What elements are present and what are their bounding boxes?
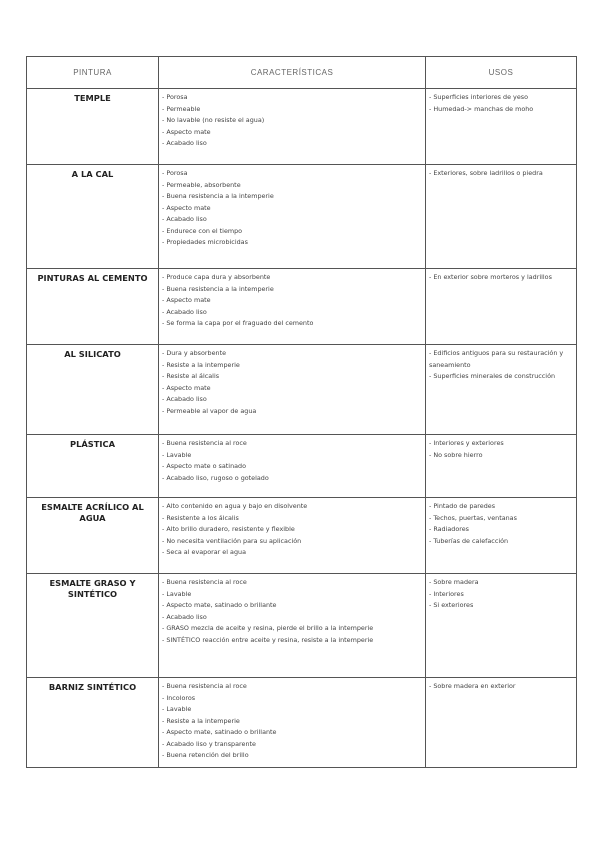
list-item: - Aspecto mate, satinado o brillante — [162, 728, 277, 736]
usos-cell — [426, 165, 577, 269]
usos-cell — [426, 345, 577, 435]
list-item: - Endurece con el tiempo — [162, 226, 243, 235]
caracteristicas-list — [162, 438, 425, 484]
list-item: - Acabado liso — [162, 395, 207, 403]
list-item: - Acabado liso — [162, 215, 207, 223]
usos-list — [429, 348, 576, 383]
table-row — [27, 165, 577, 269]
caracteristicas-list — [162, 577, 425, 646]
usos-cell — [426, 89, 577, 165]
usos-list — [429, 272, 576, 284]
list-item: - Permeable, absorbente — [162, 180, 241, 189]
list-item: - Se forma la capa por el fraguado del cemento — [162, 319, 314, 327]
list-item: - Techos, puertas, ventanas — [429, 513, 517, 522]
list-item: - Buena resistencia a la intemperie — [162, 284, 274, 293]
table-row — [27, 678, 577, 768]
paint-name: BARNIZ SINTÉTICO — [27, 678, 159, 768]
list-item: - En exterior sobre morteros y ladrillos — [429, 273, 552, 281]
usos-list — [429, 92, 576, 115]
caracteristicas-cell — [159, 678, 426, 768]
usos-list — [429, 501, 576, 547]
list-item: - Resiste a la intemperie — [162, 360, 240, 369]
table-row — [27, 498, 577, 574]
usos-list — [429, 681, 576, 693]
paint-name: A LA CAL — [27, 165, 159, 269]
list-item: - Acabado liso — [162, 139, 207, 147]
usos-cell — [426, 574, 577, 678]
list-item: - Lavable — [162, 705, 192, 713]
caracteristicas-cell — [159, 345, 426, 435]
list-item: - Permeable al vapor de agua — [162, 406, 257, 415]
list-item: - Sobre madera en exterior — [429, 682, 516, 690]
list-item: - Tuberías de calefacción — [429, 536, 509, 545]
list-item: - Acabado liso y transparente — [162, 739, 256, 748]
caracteristicas-cell — [159, 435, 426, 498]
caracteristicas-cell — [159, 89, 426, 165]
list-item: - Propiedades microbicidas — [162, 238, 248, 246]
list-item: - Incoloros — [162, 693, 196, 702]
list-item: - Superficies minerales de construcción — [429, 372, 556, 380]
list-item: - Porosa — [162, 93, 188, 101]
table-row — [27, 574, 577, 678]
list-item: - Aspecto mate — [162, 296, 211, 304]
list-item: - Buena resistencia a la intemperie — [162, 192, 274, 200]
paint-name: PLÁSTICA — [27, 435, 159, 498]
caracteristicas-list — [162, 501, 425, 559]
list-item: - Buena resistencia al roce — [162, 578, 247, 586]
paint-name: ESMALTE GRASO Y SINTÉTICO — [27, 574, 159, 678]
usos-list — [429, 168, 576, 180]
list-item: - Resistente a los álcalis — [162, 513, 239, 522]
list-item: - Superficies interiores de yeso — [429, 93, 528, 101]
usos-list — [429, 577, 576, 612]
caracteristicas-cell — [159, 269, 426, 345]
list-item: - Alto brillo duradero, resistente y flexible — [162, 525, 295, 533]
list-item: - Acabado liso — [162, 307, 207, 316]
table-row — [27, 435, 577, 498]
list-item: - Sobre madera — [429, 578, 479, 586]
table-row — [27, 89, 577, 165]
list-item: - Acabado liso — [162, 612, 207, 621]
list-item: - Aspecto mate o satinado — [162, 462, 246, 470]
header-caracteristicas: CARACTERÍSTICAS — [159, 57, 426, 89]
list-item: - No sobre hierro — [429, 450, 483, 459]
table-row — [27, 269, 577, 345]
caracteristicas-list — [162, 168, 425, 249]
list-item: - Aspecto mate — [162, 203, 211, 212]
caracteristicas-cell — [159, 498, 426, 574]
usos-cell — [426, 498, 577, 574]
list-item: - Permeable — [162, 104, 201, 113]
list-item: - Produce capa dura y absorbente — [162, 273, 271, 281]
paint-name: AL SILICATO — [27, 345, 159, 435]
list-item: - Radiadores — [429, 525, 470, 533]
list-item: - Edificios antiguos para su restauración y saneamiento — [429, 349, 564, 369]
list-item: - Aspecto mate — [162, 127, 211, 136]
list-item: - Acabado liso, rugoso o gotelado — [162, 473, 269, 482]
table-row — [27, 345, 577, 435]
paint-name: PINTURAS AL CEMENTO — [27, 269, 159, 345]
list-item: - Pintado de paredes — [429, 502, 496, 510]
list-item: - Resiste al álcalis — [162, 372, 220, 380]
usos-cell — [426, 435, 577, 498]
list-item: - No lavable (no resiste el agua) — [162, 116, 265, 124]
list-item: - Alto contenido en agua y bajo en disolvente — [162, 502, 308, 510]
list-item: - Interiores — [429, 589, 464, 598]
list-item: - Interiores y exteriores — [429, 439, 504, 447]
list-item: - SINTÉTICO reacción entre aceite y resina, resiste a la intemperie — [162, 635, 374, 644]
list-item: - Porosa — [162, 169, 188, 177]
list-item: - Buena resistencia al roce — [162, 682, 247, 690]
list-item: - Humedad-> manchas de moho — [429, 104, 534, 113]
caracteristicas-list — [162, 272, 425, 330]
list-item: - Buena retención del brillo — [162, 751, 249, 759]
caracteristicas-list — [162, 681, 425, 762]
list-item: - Resiste a la intemperie — [162, 716, 240, 725]
header-usos: USOS — [426, 57, 577, 89]
list-item: - Lavable — [162, 450, 192, 459]
list-item: - Dura y absorbente — [162, 349, 227, 357]
usos-cell — [426, 678, 577, 768]
header-pintura: PINTURA — [27, 57, 159, 89]
header-row — [27, 57, 577, 89]
list-item: - Exteriores, sobre ladrillos o piedra — [429, 169, 543, 177]
paint-name: TEMPLE — [27, 89, 159, 165]
caracteristicas-list — [162, 348, 425, 417]
paint-name: ESMALTE ACRÍLICO AL AGUA — [27, 498, 159, 574]
list-item: - No necesita ventilación para su aplicación — [162, 536, 302, 545]
list-item: - Buena resistencia al roce — [162, 439, 247, 447]
list-item: - GRASO mezcla de aceite y resina, pierde el brillo a la intemperie — [162, 624, 374, 632]
list-item: - Lavable — [162, 589, 192, 598]
caracteristicas-list — [162, 92, 425, 150]
caracteristicas-cell — [159, 165, 426, 269]
list-item: - Aspecto mate, satinado o brillante — [162, 601, 277, 609]
usos-cell — [426, 269, 577, 345]
list-item: - Aspecto mate — [162, 383, 211, 392]
list-item: - Si exteriores — [429, 601, 474, 609]
usos-list — [429, 438, 576, 461]
paint-table — [26, 56, 577, 768]
list-item: - Seca al evaporar el agua — [162, 548, 246, 556]
caracteristicas-cell — [159, 574, 426, 678]
